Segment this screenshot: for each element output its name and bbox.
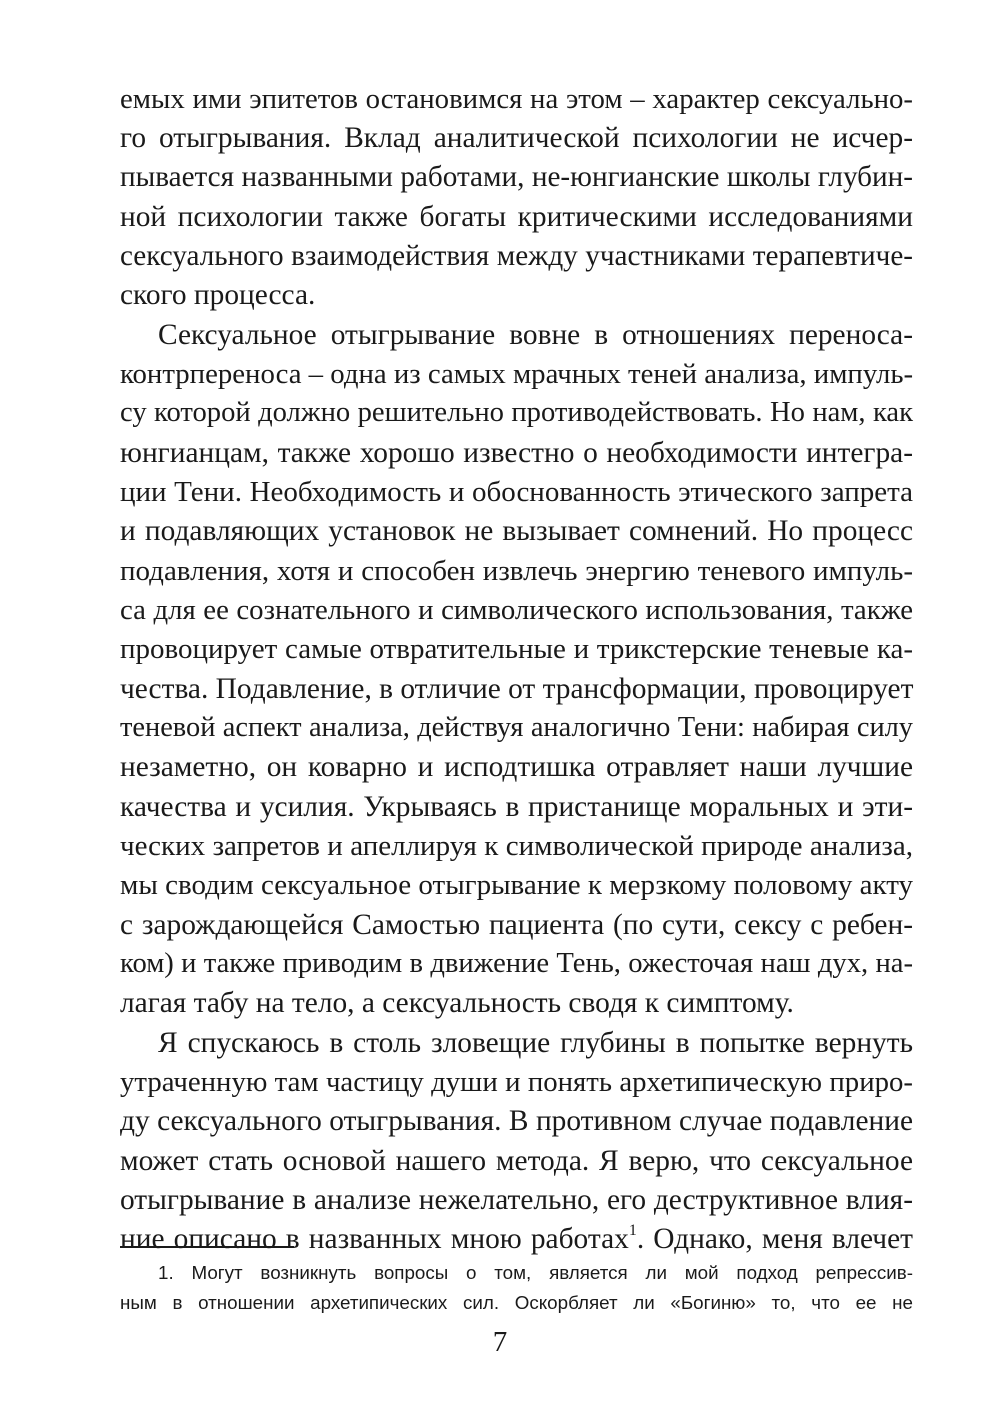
body-text-line: контрпереноса – одна из самых мрачных теней анализа, импуль- xyxy=(120,358,914,390)
footnote-line: ным в отношении архетипических сил. Оскорбляет ли «Богиню» то, что ее не xyxy=(120,1292,913,1313)
footnote-line: 1. Могут возникнуть вопросы о том, является ли мой подход репрессив- xyxy=(158,1262,913,1283)
body-text-line: го отыгрывания. Вклад аналитической психологии не исчер- xyxy=(120,122,913,154)
body-text-line: провоцирует самые отвратительные и трикстерские теневые ка- xyxy=(120,633,913,665)
body-text-line: и подавляющих установок не вызывает сомнений. Но процесс xyxy=(120,515,913,547)
body-text-line: качества и усилия. Укрываясь в пристанище моральных и эти- xyxy=(120,791,913,823)
body-text-line: ду сексуального отыгрывания. В противном случае подавление xyxy=(120,1105,913,1137)
body-text-line: Я спускаюсь в столь зловещие глубины в попытке вернуть xyxy=(158,1027,913,1059)
footnote-divider xyxy=(120,1246,294,1248)
body-text-line: с зарождающейся Самостью пациента (по сути, сексу с ребен- xyxy=(120,909,913,941)
body-text-line: юнгианцам, также хорошо известно о необходимости интегра- xyxy=(120,437,913,469)
body-text-line: чества. Подавление, в отличие от трансформации, провоцирует xyxy=(120,673,914,705)
body-text-line: лагая табу на тело, а сексуальность сводя к симптому. xyxy=(120,987,794,1019)
body-text-line: Сексуальное отыгрывание вовне в отношениях переноса- xyxy=(158,319,913,351)
body-text-line: су которой должно решительно противодействовать. Но нам, как xyxy=(120,397,913,428)
footnote-reference[interactable]: 1 xyxy=(628,1222,637,1240)
body-text-line: теневой аспект анализа, действуя аналогично Тени: набирая силу xyxy=(120,712,913,743)
body-text-line: ции Тени. Необходимость и обоснованность этического запрета xyxy=(120,476,913,508)
body-text-line: ческих запретов и апеллируя к символической природе анализа, xyxy=(120,830,913,862)
body-text-line: ком) и также приводим в движение Тень, ожесточая наш дух, на- xyxy=(120,948,913,979)
body-text-line: незаметно, он коварно и исподтишка отравляет наши лучшие xyxy=(120,751,913,783)
body-text-line: подавления, хотя и способен извлечь энергию теневого импуль- xyxy=(120,555,913,587)
body-text-line: утраченную там частицу души и понять архетипическую приро- xyxy=(120,1066,913,1098)
page-number: 7 xyxy=(492,1326,508,1358)
body-text-span: ние описано в названных мною работах xyxy=(120,1223,629,1255)
body-text-span: . Однако, меня влечет xyxy=(636,1223,913,1255)
body-text-line: сексуального взаимодействия между участниками терапевтиче- xyxy=(120,240,913,272)
body-text-line: са для ее сознательного и символического использования, также xyxy=(120,594,913,626)
body-text-line: пывается названными работами, не-юнгианские школы глубин- xyxy=(120,161,913,193)
body-text-line xyxy=(120,1219,913,1259)
body-text-line: мы сводим сексуальное отыгрывание к мерзкому половому акту xyxy=(120,869,913,901)
body-text-line: ского процесса. xyxy=(120,279,316,311)
body-text-line: емых ими эпитетов остановимся на этом – характер сексуально- xyxy=(120,83,913,115)
body-text-line: отыгрывание в анализе нежелательно, его деструктивное влия- xyxy=(120,1184,913,1216)
body-text-line: ной психологии также богаты критическими исследованиями xyxy=(120,201,913,233)
body-text-line: может стать основой нашего метода. Я верю, что сексуальное xyxy=(120,1145,913,1177)
